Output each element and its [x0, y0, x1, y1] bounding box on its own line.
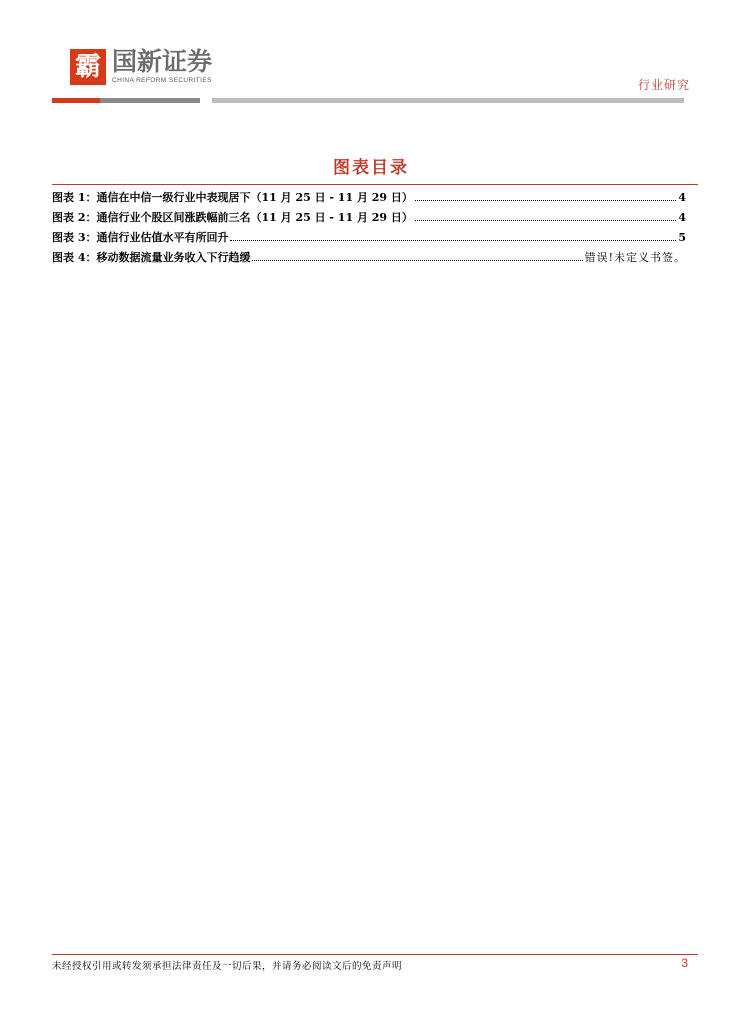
toc-entry-label: 图表 3：通信行业估值水平有所回升: [52, 231, 229, 244]
toc-title: 图表目录: [333, 158, 409, 178]
toc-entry-label: 图表 2：通信行业个股区间涨跌幅前三名（11 月 25 日 - 11 月 29 日）: [52, 211, 413, 224]
toc-leader-dots: [230, 240, 676, 241]
page-number: 3: [681, 956, 688, 970]
toc-divider: [52, 184, 698, 185]
toc-entry-3[interactable]: [52, 228, 686, 248]
company-logo: [70, 49, 212, 85]
header-bar-light: [212, 98, 684, 103]
logo-mark-icon: 霸: [70, 49, 106, 85]
toc-entry-label: 图表 4：移动数据流量业务收入下行趋缓: [52, 251, 251, 264]
logo-chinese-name: 国新证券: [112, 47, 213, 76]
header-bar-accent: [52, 98, 100, 103]
toc-leader-dots: [252, 260, 582, 261]
logo-english-name: CHINA REFORM SECURITIES: [112, 77, 212, 84]
toc-entry-page: 5: [678, 231, 686, 244]
toc-entry-4[interactable]: [52, 248, 686, 268]
footer-disclaimer: 未经授权引用或转发须承担法律责任及一切后果，并请务必阅读文后的免责声明: [52, 961, 403, 972]
report-category: 行业研究: [637, 78, 690, 92]
toc-entry-1[interactable]: [52, 188, 686, 208]
toc-leader-dots: [415, 200, 676, 201]
toc-entry-page: 4: [678, 211, 686, 224]
toc-entry-page: 4: [678, 191, 686, 204]
table-of-figures: [52, 188, 686, 268]
toc-entry-2[interactable]: [52, 208, 686, 228]
footer-divider: [52, 954, 698, 955]
header-bar-dark: [100, 98, 200, 103]
logo-wordmark: [112, 49, 212, 84]
toc-entry-label: 图表 1：通信在中信一级行业中表现居下（11 月 25 日 - 11 月 29 日）: [52, 191, 413, 204]
toc-entry-page-error: 错误!未定义书签。: [584, 251, 686, 264]
toc-leader-dots: [415, 220, 676, 221]
